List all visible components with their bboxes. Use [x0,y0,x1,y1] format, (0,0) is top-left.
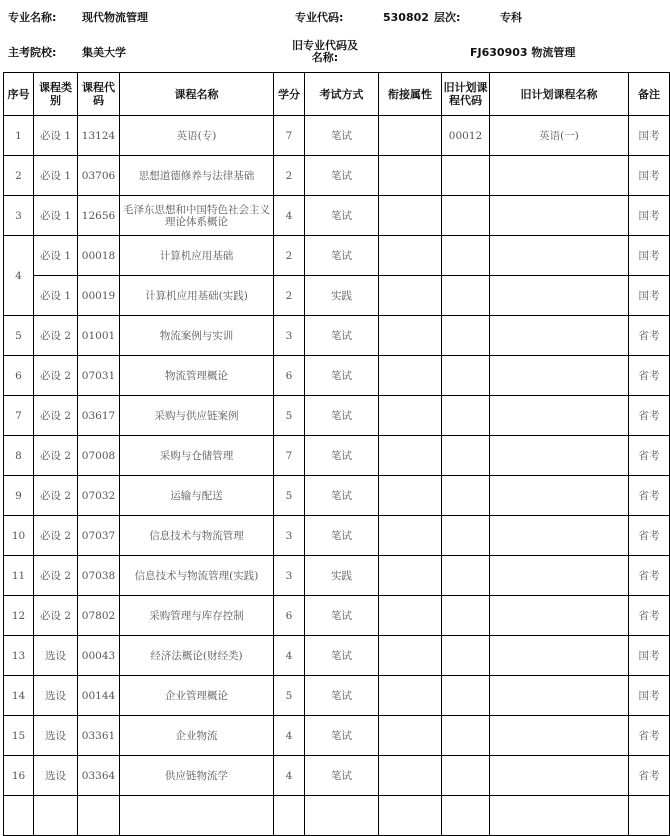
old-major-label-line2: 名称: [311,51,339,64]
cell-note: 省考 [629,756,670,796]
cell-no: 13 [4,636,34,676]
cell-credit: 7 [274,436,305,476]
cell-old-name [490,316,629,356]
cell-type: 必设 2 [34,356,78,396]
cell-no: 7 [4,396,34,436]
cell-note: 国考 [629,636,670,676]
table-row [4,196,670,236]
level-label: 层次: [434,11,461,24]
cell-link [379,596,442,636]
cell-link [379,476,442,516]
table-row [4,236,670,276]
cell-credit: 2 [274,156,305,196]
col-old-code-header: 旧计划课程代码 [442,73,490,116]
cell-old-code [442,716,490,756]
col-old-name-header: 旧计划课程名称 [490,73,629,116]
cell-type: 必设 2 [34,316,78,356]
cell-no: 2 [4,156,34,196]
cell-credit: 2 [274,276,305,316]
table-row [4,436,670,476]
cell-no: 11 [4,556,34,596]
cell-name: 采购与供应链案例 [120,396,274,436]
cell-link [379,116,442,156]
cell-link [379,676,442,716]
cell-link [379,236,442,276]
cell-code: 12656 [78,196,120,236]
code-label: 专业代码: [295,11,344,24]
major-name: 现代物流管理 [82,11,148,24]
cell-type: 必设 2 [34,556,78,596]
cell-credit: 3 [274,516,305,556]
cell-no: 14 [4,676,34,716]
cell-link [379,436,442,476]
cell-exam: 笔试 [305,716,379,756]
cell-link [379,356,442,396]
cell-link [379,516,442,556]
cell-type: 必设 1 [34,276,78,316]
col-exam-header: 考试方式 [305,73,379,116]
cell-old-name [490,396,629,436]
course-table [3,72,670,836]
cell-note: 国考 [629,236,670,276]
cell-old-code [442,316,490,356]
cell-name: 毛泽东思想和中国特色社会主义理论体系概论 [120,196,274,236]
cell-old-name [490,516,629,556]
cell-old-name [490,716,629,756]
cell-type: 必设 1 [34,236,78,276]
empty-cell [379,796,442,836]
cell-exam: 笔试 [305,316,379,356]
cell-type: 选设 [34,676,78,716]
cell-name: 经济法概论(财经类) [120,636,274,676]
cell-no: 1 [4,116,34,156]
cell-no: 9 [4,476,34,516]
cell-old-code [442,676,490,716]
cell-old-code [442,196,490,236]
cell-exam: 笔试 [305,236,379,276]
cell-name: 信息技术与物流管理(实践) [120,556,274,596]
cell-note: 省考 [629,596,670,636]
cell-old-name [490,236,629,276]
cell-type: 选设 [34,756,78,796]
cell-name: 计算机应用基础 [120,236,274,276]
old-major-value: FJ630903 物流管理 [470,46,576,59]
cell-old-name [490,476,629,516]
cell-credit: 5 [274,396,305,436]
cell-exam: 笔试 [305,636,379,676]
cell-old-code [442,636,490,676]
cell-credit: 5 [274,476,305,516]
cell-name: 采购与仓储管理 [120,436,274,476]
cell-no: 10 [4,516,34,556]
cell-note: 国考 [629,156,670,196]
cell-link [379,756,442,796]
cell-credit: 2 [274,236,305,276]
cell-old-name: 英语(一) [490,116,629,156]
cell-code: 01001 [78,316,120,356]
cell-credit: 4 [274,196,305,236]
cell-old-name [490,156,629,196]
cell-old-code: 00012 [442,116,490,156]
cell-exam: 笔试 [305,356,379,396]
cell-old-code [442,276,490,316]
cell-exam: 笔试 [305,436,379,476]
cell-old-name [490,636,629,676]
cell-credit: 4 [274,716,305,756]
cell-note: 国考 [629,276,670,316]
cell-code: 07802 [78,596,120,636]
col-code-header: 课程代码 [78,73,120,116]
cell-old-name [490,196,629,236]
cell-note: 国考 [629,676,670,716]
cell-credit: 6 [274,356,305,396]
empty-cell [490,796,629,836]
cell-code: 03617 [78,396,120,436]
cell-credit: 3 [274,556,305,596]
cell-code: 07038 [78,556,120,596]
cell-exam: 笔试 [305,196,379,236]
cell-code: 00018 [78,236,120,276]
empty-cell [274,796,305,836]
cell-old-name [490,556,629,596]
cell-exam: 笔试 [305,676,379,716]
cell-credit: 7 [274,116,305,156]
cell-exam: 笔试 [305,516,379,556]
cell-note: 省考 [629,396,670,436]
cell-old-name [490,676,629,716]
cell-no: 15 [4,716,34,756]
cell-old-name [490,276,629,316]
cell-name: 企业管理概论 [120,676,274,716]
cell-exam: 笔试 [305,396,379,436]
cell-old-code [442,436,490,476]
cell-name: 企业物流 [120,716,274,756]
cell-exam: 笔试 [305,156,379,196]
col-type-header: 课程类别 [34,73,78,116]
empty-cell [4,796,34,836]
cell-link [379,716,442,756]
cell-link [379,276,442,316]
cell-exam: 笔试 [305,756,379,796]
cell-credit: 4 [274,756,305,796]
cell-type: 选设 [34,636,78,676]
table-row [4,356,670,396]
cell-old-code [442,756,490,796]
school-label: 主考院校: [8,46,57,59]
cell-link [379,636,442,676]
cell-code: 07008 [78,436,120,476]
cell-no: 8 [4,436,34,476]
cell-name: 物流管理概论 [120,356,274,396]
table-row [4,596,670,636]
cell-credit: 5 [274,676,305,716]
table-row [4,316,670,356]
cell-link [379,196,442,236]
cell-code: 03361 [78,716,120,756]
level: 专科 [500,11,522,24]
cell-credit: 3 [274,316,305,356]
cell-no: 16 [4,756,34,796]
cell-old-code [442,596,490,636]
cell-name: 计算机应用基础(实践) [120,276,274,316]
empty-cell [120,796,274,836]
cell-type: 必设 2 [34,596,78,636]
cell-no: 4 [4,236,34,316]
col-credit-header: 学分 [274,73,305,116]
cell-link [379,556,442,596]
cell-name: 物流案例与实训 [120,316,274,356]
cell-no: 3 [4,196,34,236]
cell-type: 必设 1 [34,196,78,236]
cell-code: 07032 [78,476,120,516]
table-row [4,636,670,676]
cell-old-code [442,516,490,556]
cell-type: 必设 1 [34,116,78,156]
cell-note: 省考 [629,556,670,596]
cell-old-code [442,476,490,516]
cell-old-name [490,596,629,636]
cell-code: 07037 [78,516,120,556]
cell-type: 必设 2 [34,436,78,476]
empty-cell [34,796,78,836]
table-row [4,116,670,156]
cell-type: 选设 [34,716,78,756]
cell-old-name [490,436,629,476]
cell-note: 省考 [629,356,670,396]
cell-code: 13124 [78,116,120,156]
cell-exam: 笔试 [305,476,379,516]
col-link-header: 衔接属性 [379,73,442,116]
cell-old-code [442,356,490,396]
table-row [4,756,670,796]
cell-exam: 笔试 [305,116,379,156]
cell-type: 必设 2 [34,396,78,436]
cell-note: 国考 [629,116,670,156]
col-note-header: 备注 [629,73,670,116]
table-row [4,516,670,556]
cell-note: 省考 [629,716,670,756]
empty-cell [305,796,379,836]
cell-old-code [442,236,490,276]
major-code: 530802 [383,11,429,24]
table-row [4,276,670,316]
cell-exam: 笔试 [305,596,379,636]
cell-credit: 4 [274,636,305,676]
cell-exam: 实践 [305,276,379,316]
cell-note: 省考 [629,476,670,516]
cell-link [379,156,442,196]
cell-type: 必设 2 [34,516,78,556]
cell-type: 必设 1 [34,156,78,196]
cell-name: 信息技术与物流管理 [120,516,274,556]
cell-no: 12 [4,596,34,636]
cell-type: 必设 2 [34,476,78,516]
cell-link [379,316,442,356]
table-row [4,556,670,596]
table-row [4,476,670,516]
table-row [4,396,670,436]
cell-no: 6 [4,356,34,396]
cell-old-code [442,556,490,596]
empty-cell [442,796,490,836]
cell-link [379,396,442,436]
cell-code: 07031 [78,356,120,396]
cell-credit: 6 [274,596,305,636]
cell-code: 03706 [78,156,120,196]
cell-name: 运输与配送 [120,476,274,516]
cell-no: 5 [4,316,34,356]
cell-name: 英语(专) [120,116,274,156]
cell-note: 省考 [629,516,670,556]
cell-name: 供应链物流学 [120,756,274,796]
cell-old-code [442,156,490,196]
old-major-label-line1: 旧专业代码及 [292,39,358,52]
cell-code: 00019 [78,276,120,316]
col-no-header: 序号 [4,73,34,116]
table-row [4,156,670,196]
cell-name: 采购管理与库存控制 [120,596,274,636]
cell-note: 国考 [629,196,670,236]
school: 集美大学 [82,46,126,59]
cell-old-code [442,396,490,436]
empty-cell [78,796,120,836]
major-label: 专业名称: [8,11,57,24]
cell-old-name [490,356,629,396]
empty-row [4,796,670,836]
cell-note: 省考 [629,436,670,476]
cell-old-name [490,756,629,796]
cell-code: 00043 [78,636,120,676]
empty-cell [629,796,670,836]
table-row [4,716,670,756]
old-major-label [285,40,365,64]
cell-exam: 实践 [305,556,379,596]
col-name-header: 课程名称 [120,73,274,116]
table-row [4,676,670,716]
cell-code: 00144 [78,676,120,716]
cell-name: 思想道德修养与法律基础 [120,156,274,196]
cell-note: 省考 [629,316,670,356]
cell-code: 03364 [78,756,120,796]
